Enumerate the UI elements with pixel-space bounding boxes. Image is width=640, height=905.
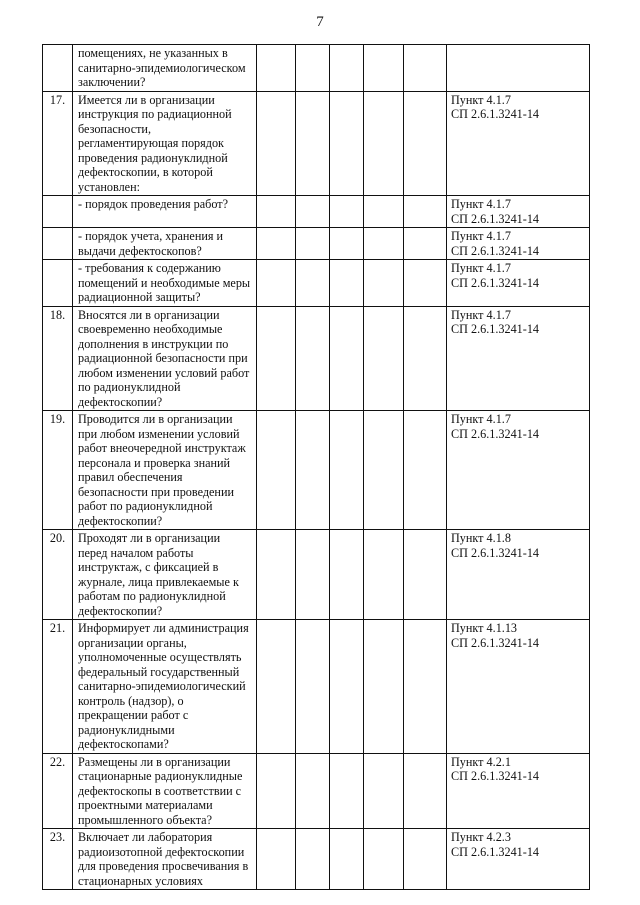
reference-text: СП 2.6.1.3241-14 — [451, 211, 540, 226]
question-cell — [73, 411, 257, 530]
reference-cell — [447, 91, 590, 196]
answer-cell — [364, 91, 404, 196]
reference-text: Пункт 4.1.7 — [451, 197, 511, 211]
question-text: Проводится ли в организации — [78, 412, 233, 426]
answer-cell — [296, 45, 330, 92]
table-row — [43, 45, 590, 92]
answer-cell — [330, 45, 364, 92]
question-text: своевременно необходимые — [78, 322, 223, 336]
answer-cell — [330, 196, 364, 228]
answer-cell — [404, 620, 447, 754]
question-text: радиационной безопасности при — [78, 351, 248, 365]
answer-cell — [257, 753, 296, 829]
question-cell — [73, 829, 257, 890]
question-text: - порядок учета, хранения и — [78, 229, 224, 243]
reference-cell — [447, 196, 590, 228]
question-text: Включает ли лаборатория — [78, 830, 213, 844]
page-number: 7 — [316, 14, 324, 30]
question-text: работам по радионуклидной — [78, 589, 226, 603]
reference-text: СП 2.6.1.3241-14 — [451, 275, 540, 290]
question-text: - требования к содержанию — [78, 261, 221, 275]
answer-cell — [404, 411, 447, 530]
reference-cell — [447, 753, 590, 829]
question-text: помещений и необходимые меры — [78, 275, 251, 290]
row-number: 22. — [43, 753, 73, 829]
question-text: персонала и проверка знаний — [78, 455, 231, 470]
question-cell — [73, 91, 257, 196]
question-text: проектными материалами — [78, 798, 213, 812]
answer-cell — [330, 228, 364, 260]
question-text: безопасности, — [78, 121, 152, 136]
answer-cell — [404, 260, 447, 307]
checklist-table — [42, 44, 590, 890]
row-number: 20. — [43, 530, 73, 620]
answer-cell — [296, 228, 330, 260]
question-text: для проведения просвечивания в — [78, 859, 249, 873]
reference-text: СП 2.6.1.3241-14 — [451, 426, 540, 441]
answer-cell — [330, 91, 364, 196]
answer-cell — [404, 45, 447, 92]
question-text: прекращении работ с — [78, 708, 189, 722]
question-text: заключении? — [78, 75, 146, 89]
answer-cell — [257, 829, 296, 890]
table-row — [43, 620, 590, 754]
question-text: дефектоскопии? — [78, 394, 163, 409]
question-text: стационарных условиях — [78, 873, 203, 888]
question-text: дефектоскопии? — [78, 513, 163, 528]
answer-cell — [257, 91, 296, 196]
answer-cell — [257, 228, 296, 260]
answer-cell — [404, 530, 447, 620]
reference-cell — [447, 260, 590, 307]
question-text: проведения радионуклидной — [78, 150, 228, 165]
question-text: любом изменении условий работ — [78, 365, 250, 380]
reference-text: Пункт 4.1.7 — [451, 261, 511, 275]
table-row — [43, 196, 590, 228]
answer-cell — [296, 411, 330, 530]
answer-cell — [404, 829, 447, 890]
row-number — [43, 196, 73, 228]
question-text: установлен: — [78, 179, 140, 194]
answer-cell — [257, 45, 296, 92]
reference-cell — [447, 306, 590, 411]
question-text: правил обеспечения — [78, 470, 183, 484]
answer-cell — [404, 196, 447, 228]
reference-text: Пункт 4.1.7 — [451, 307, 511, 322]
answer-cell — [404, 228, 447, 260]
answer-cell — [404, 306, 447, 411]
question-text: санитарно-эпидемиологический — [78, 679, 246, 693]
reference-text: Пункт 4.1.7 — [451, 229, 511, 243]
answer-cell — [364, 620, 404, 754]
question-text: дефектоскопы в соответствии с — [78, 783, 242, 798]
question-cell — [73, 228, 257, 260]
reference-text: Пункт 4.2.1 — [451, 754, 511, 769]
question-text: радионуклидными — [78, 722, 175, 737]
reference-text: СП 2.6.1.3241-14 — [451, 107, 540, 121]
reference-text: Пункт 4.1.8 — [451, 531, 511, 545]
row-number: 18. — [43, 306, 73, 411]
reference-cell — [447, 530, 590, 620]
answer-cell — [296, 306, 330, 411]
answer-cell — [257, 530, 296, 620]
question-text: по радионуклидной — [78, 380, 181, 394]
question-text: безопасности при проведении — [78, 484, 235, 499]
answer-cell — [257, 411, 296, 530]
answer-cell — [257, 306, 296, 411]
question-cell — [73, 753, 257, 829]
table-row — [43, 306, 590, 411]
question-text: организации органы, — [78, 635, 187, 650]
row-number — [43, 228, 73, 260]
reference-cell — [447, 228, 590, 260]
question-text: радиационной защиты? — [78, 290, 201, 304]
answer-cell — [364, 530, 404, 620]
question-cell — [73, 45, 257, 92]
question-text: Вносятся ли в организации — [78, 307, 220, 322]
row-number — [43, 45, 73, 92]
question-text: дополнения в инструкции по — [78, 336, 229, 351]
reference-cell — [447, 45, 590, 92]
row-number — [43, 260, 73, 307]
answer-cell — [404, 91, 447, 196]
question-cell — [73, 620, 257, 754]
answer-cell — [330, 260, 364, 307]
answer-cell — [296, 829, 330, 890]
answer-cell — [296, 260, 330, 307]
question-text: инструкция по радиационной — [78, 107, 232, 121]
reference-text: СП 2.6.1.3241-14 — [451, 844, 540, 859]
question-text: Проходят ли в организации — [78, 531, 221, 545]
answer-cell — [257, 620, 296, 754]
answer-cell — [330, 753, 364, 829]
question-text: выдачи дефектоскопов? — [78, 243, 202, 258]
answer-cell — [330, 530, 364, 620]
question-cell — [73, 306, 257, 411]
question-text: работ внеочередной инструктаж — [78, 441, 246, 455]
answer-cell — [364, 411, 404, 530]
answer-cell — [296, 753, 330, 829]
reference-text: Пункт 4.1.7 — [451, 92, 511, 107]
question-text: дефектоскопии? — [78, 603, 163, 618]
reference-text: СП 2.6.1.3241-14 — [451, 635, 540, 650]
question-text: регламентирующая порядок — [78, 136, 224, 150]
reference-text: СП 2.6.1.3241-14 — [451, 322, 540, 336]
question-text: помещениях, не указанных в — [78, 46, 228, 60]
table-row — [43, 530, 590, 620]
question-text: промышленного объекта? — [78, 812, 212, 827]
question-text: уполномоченные осуществлять — [78, 650, 242, 664]
answer-cell — [296, 91, 330, 196]
answer-cell — [364, 753, 404, 829]
answer-cell — [364, 260, 404, 307]
answer-cell — [364, 45, 404, 92]
question-text: работ по радионуклидной — [78, 499, 213, 513]
answer-cell — [296, 196, 330, 228]
answer-cell — [296, 530, 330, 620]
table-row — [43, 228, 590, 260]
question-cell — [73, 260, 257, 307]
reference-cell — [447, 829, 590, 890]
question-text: радиоизотопной дефектоскопии — [78, 844, 245, 859]
reference-text: Пункт 4.1.7 — [451, 412, 511, 426]
question-text: санитарно-эпидемиологическом — [78, 60, 246, 75]
question-text: Информирует ли администрация — [78, 621, 249, 635]
question-cell — [73, 196, 257, 228]
answer-cell — [257, 196, 296, 228]
question-text: федеральный государственный — [78, 664, 240, 679]
table-row — [43, 91, 590, 196]
table-row — [43, 411, 590, 530]
answer-cell — [257, 260, 296, 307]
question-text: при любом изменении условий — [78, 426, 240, 441]
table-row — [43, 753, 590, 829]
question-text: перед началом работы — [78, 545, 194, 560]
question-cell — [73, 530, 257, 620]
answer-cell — [296, 620, 330, 754]
answer-cell — [364, 228, 404, 260]
reference-text: Пункт 4.1.13 — [451, 621, 518, 635]
answer-cell — [330, 829, 364, 890]
question-text: стационарные радионуклидные — [78, 769, 243, 783]
answer-cell — [364, 306, 404, 411]
answer-cell — [364, 196, 404, 228]
table-row — [43, 260, 590, 307]
question-text: дефектоскопами? — [78, 737, 169, 751]
reference-text: СП 2.6.1.3241-14 — [451, 769, 540, 783]
reference-cell — [447, 620, 590, 754]
row-number: 19. — [43, 411, 73, 530]
reference-text: СП 2.6.1.3241-14 — [451, 545, 540, 560]
question-text: дефектоскопии, в которой — [78, 165, 213, 179]
question-text: Имеется ли в организации — [78, 92, 215, 107]
answer-cell — [330, 620, 364, 754]
question-text: контроль (надзор), о — [78, 693, 184, 708]
reference-cell — [447, 411, 590, 530]
reference-text: СП 2.6.1.3241-14 — [451, 243, 540, 258]
answer-cell — [330, 306, 364, 411]
row-number: 23. — [43, 829, 73, 890]
question-text: инструктаж, с фиксацией в — [78, 560, 219, 574]
answer-cell — [330, 411, 364, 530]
answer-cell — [404, 753, 447, 829]
table-row — [43, 829, 590, 890]
reference-text: Пункт 4.2.3 — [451, 830, 511, 844]
row-number: 17. — [43, 91, 73, 196]
question-text: журнале, лица привлекаемые к — [78, 574, 239, 589]
row-number: 21. — [43, 620, 73, 754]
answer-cell — [364, 829, 404, 890]
question-text: - порядок проведения работ? — [78, 197, 229, 211]
question-text: Размещены ли в организации — [78, 754, 231, 769]
